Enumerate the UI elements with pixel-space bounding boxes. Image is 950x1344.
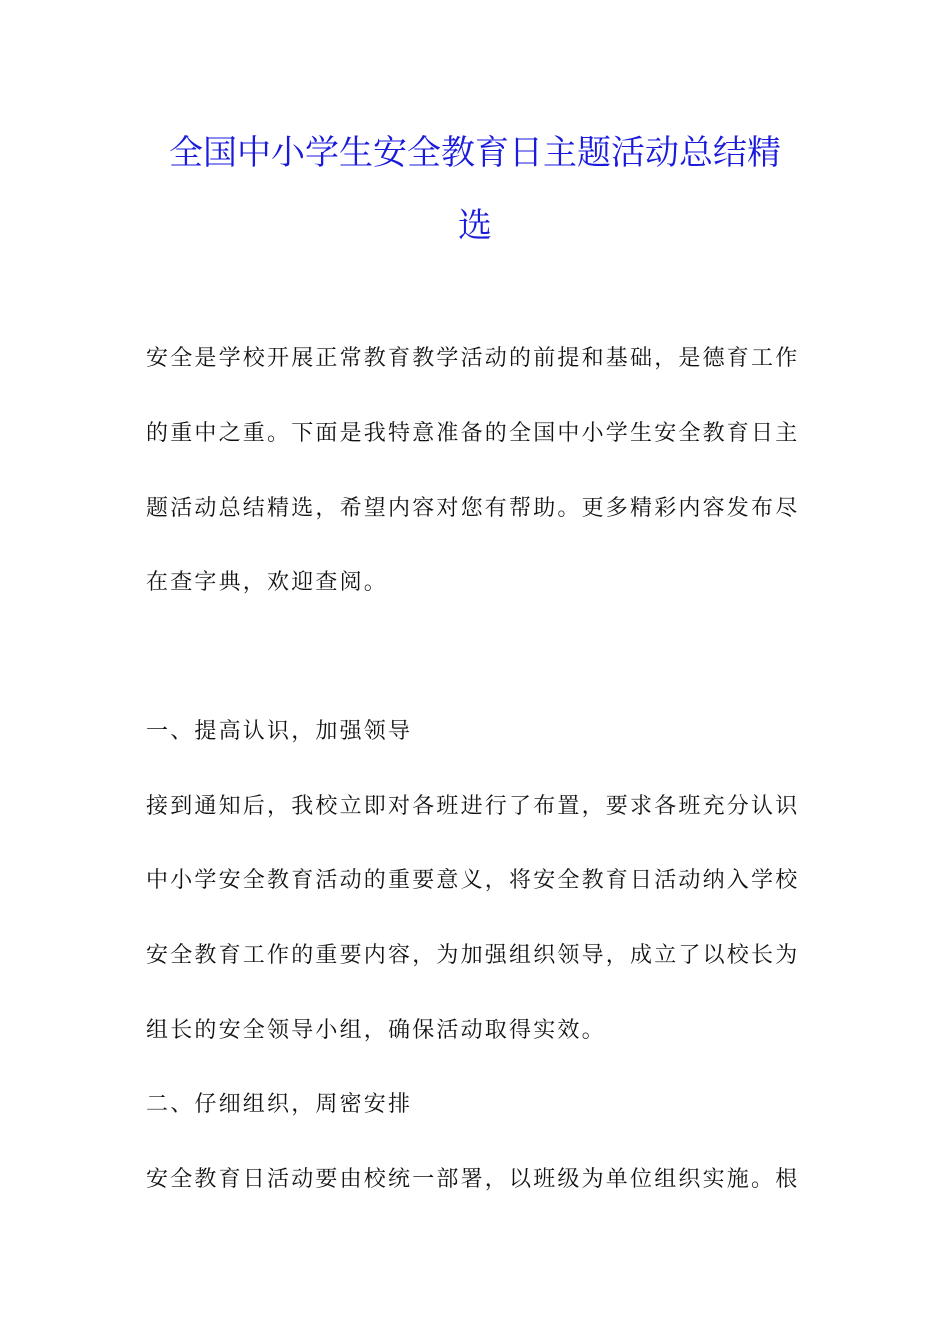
section-1-paragraph-line-4: 组长的安全领导小组，确保活动取得实效。 (146, 1018, 606, 1043)
section-2-paragraph-line-1: 安全教育日活动要由校统一部署，以班级为单位组织实施。根 (146, 1167, 800, 1192)
section-1-paragraph-line-1: 接到通知后，我校立即对各班进行了布置，要求各班充分认识 (146, 794, 800, 819)
section-heading-1: 一、提高认识，加强领导 (146, 719, 413, 744)
intro-paragraph-line-2: 的重中之重。下面是我特意准备的全国中小学生安全教育日主 (146, 421, 800, 446)
document-title-line-2: 选 (458, 206, 492, 246)
intro-paragraph-line-3: 题活动总结精选，希望内容对您有帮助。更多精彩内容发布尽 (146, 496, 800, 521)
section-heading-2: 二、仔细组织，周密安排 (146, 1092, 413, 1117)
section-1-paragraph-line-2: 中小学安全教育活动的重要意义，将安全教育日活动纳入学校 (146, 868, 800, 893)
intro-paragraph-line-1: 安全是学校开展正常教育教学活动的前提和基础，是德育工作 (146, 346, 800, 371)
document-title-line-1: 全国中小学生安全教育日主题活动总结精 (169, 133, 781, 173)
section-1-paragraph-line-3: 安全教育工作的重要内容，为加强组织领导，成立了以校长为 (146, 943, 800, 968)
intro-paragraph-line-4: 在查字典，欢迎查阅。 (146, 570, 389, 595)
